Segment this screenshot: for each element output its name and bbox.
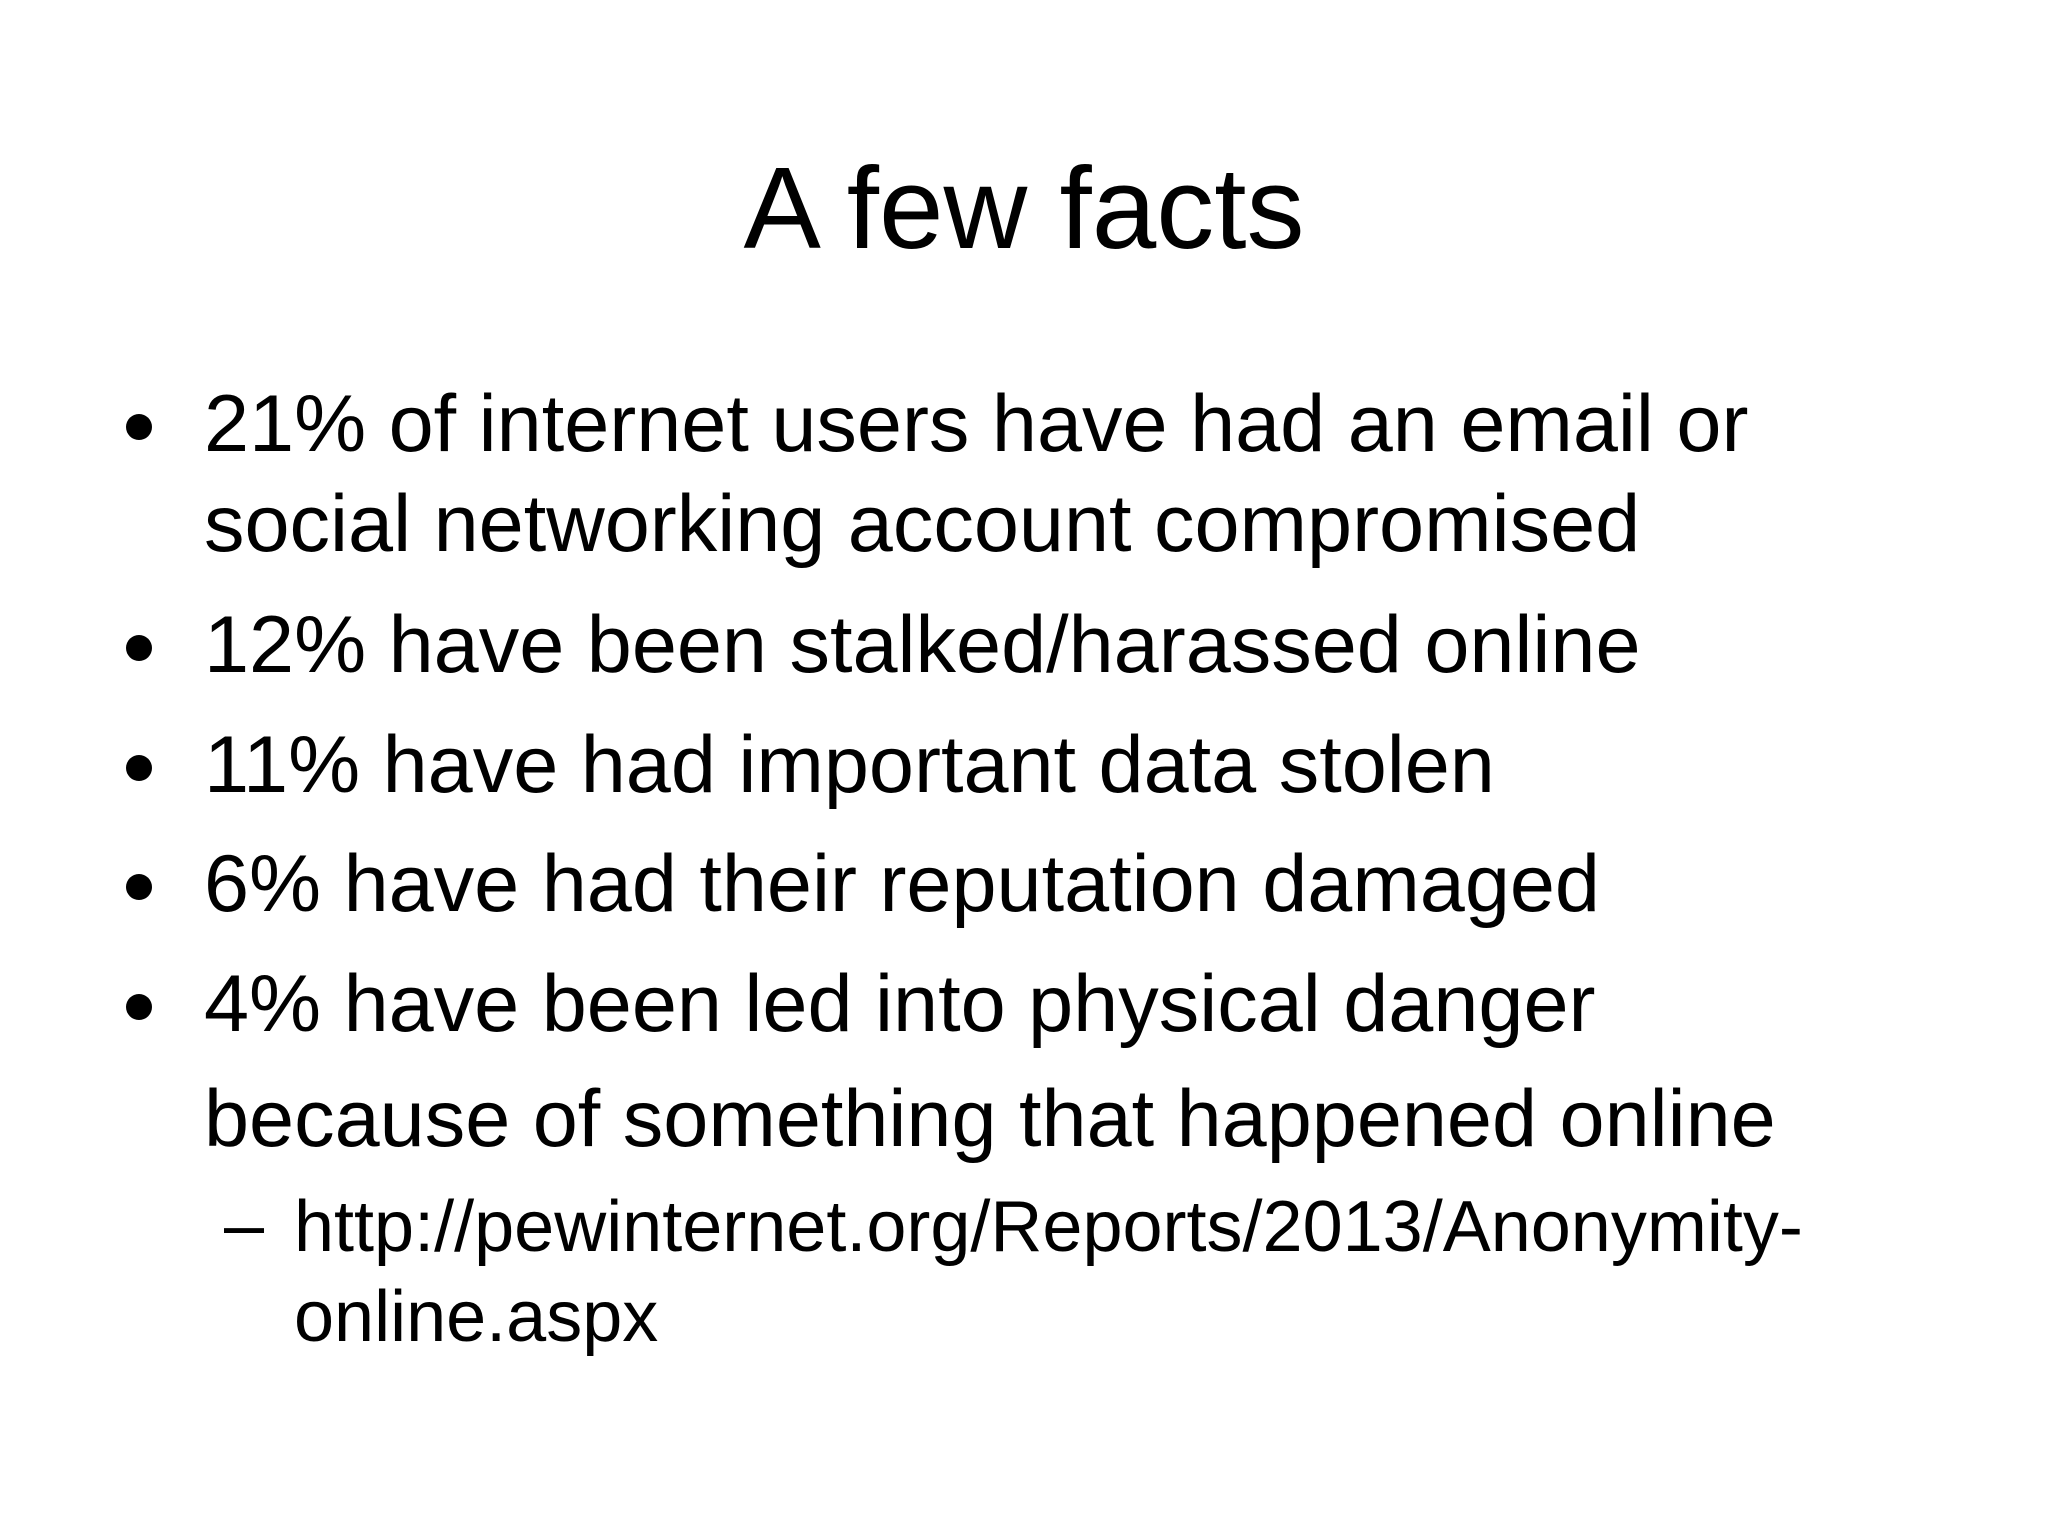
source-url-line: http://pewinternet.org/Reports/2013/Anonymity- xyxy=(294,1187,1803,1267)
source-url-line: online.aspx xyxy=(294,1277,659,1357)
dash-icon: – xyxy=(224,1185,265,1265)
bullet-text-line: because of something that happened online xyxy=(204,1074,1776,1164)
bullet-dot-icon xyxy=(126,994,152,1020)
bullet-dot-icon xyxy=(126,635,152,661)
bullet-text-line: social networking account compromised xyxy=(204,479,1641,569)
bullet-text-line: 4% have been led into physical danger xyxy=(204,959,1596,1049)
slide-title: A few facts xyxy=(743,143,1305,273)
bullet-text-line: 12% have been stalked/harassed online xyxy=(204,600,1641,690)
bullet-text-line: 6% have had their reputation damaged xyxy=(204,839,1600,929)
bullet-text-line: 11% have had important data stolen xyxy=(204,720,1495,810)
bullet-dot-icon xyxy=(126,874,152,900)
bullet-dot-icon xyxy=(126,414,152,440)
bullet-dot-icon xyxy=(126,755,152,781)
bullet-text-line: 21% of internet users have had an email or xyxy=(204,379,1749,469)
